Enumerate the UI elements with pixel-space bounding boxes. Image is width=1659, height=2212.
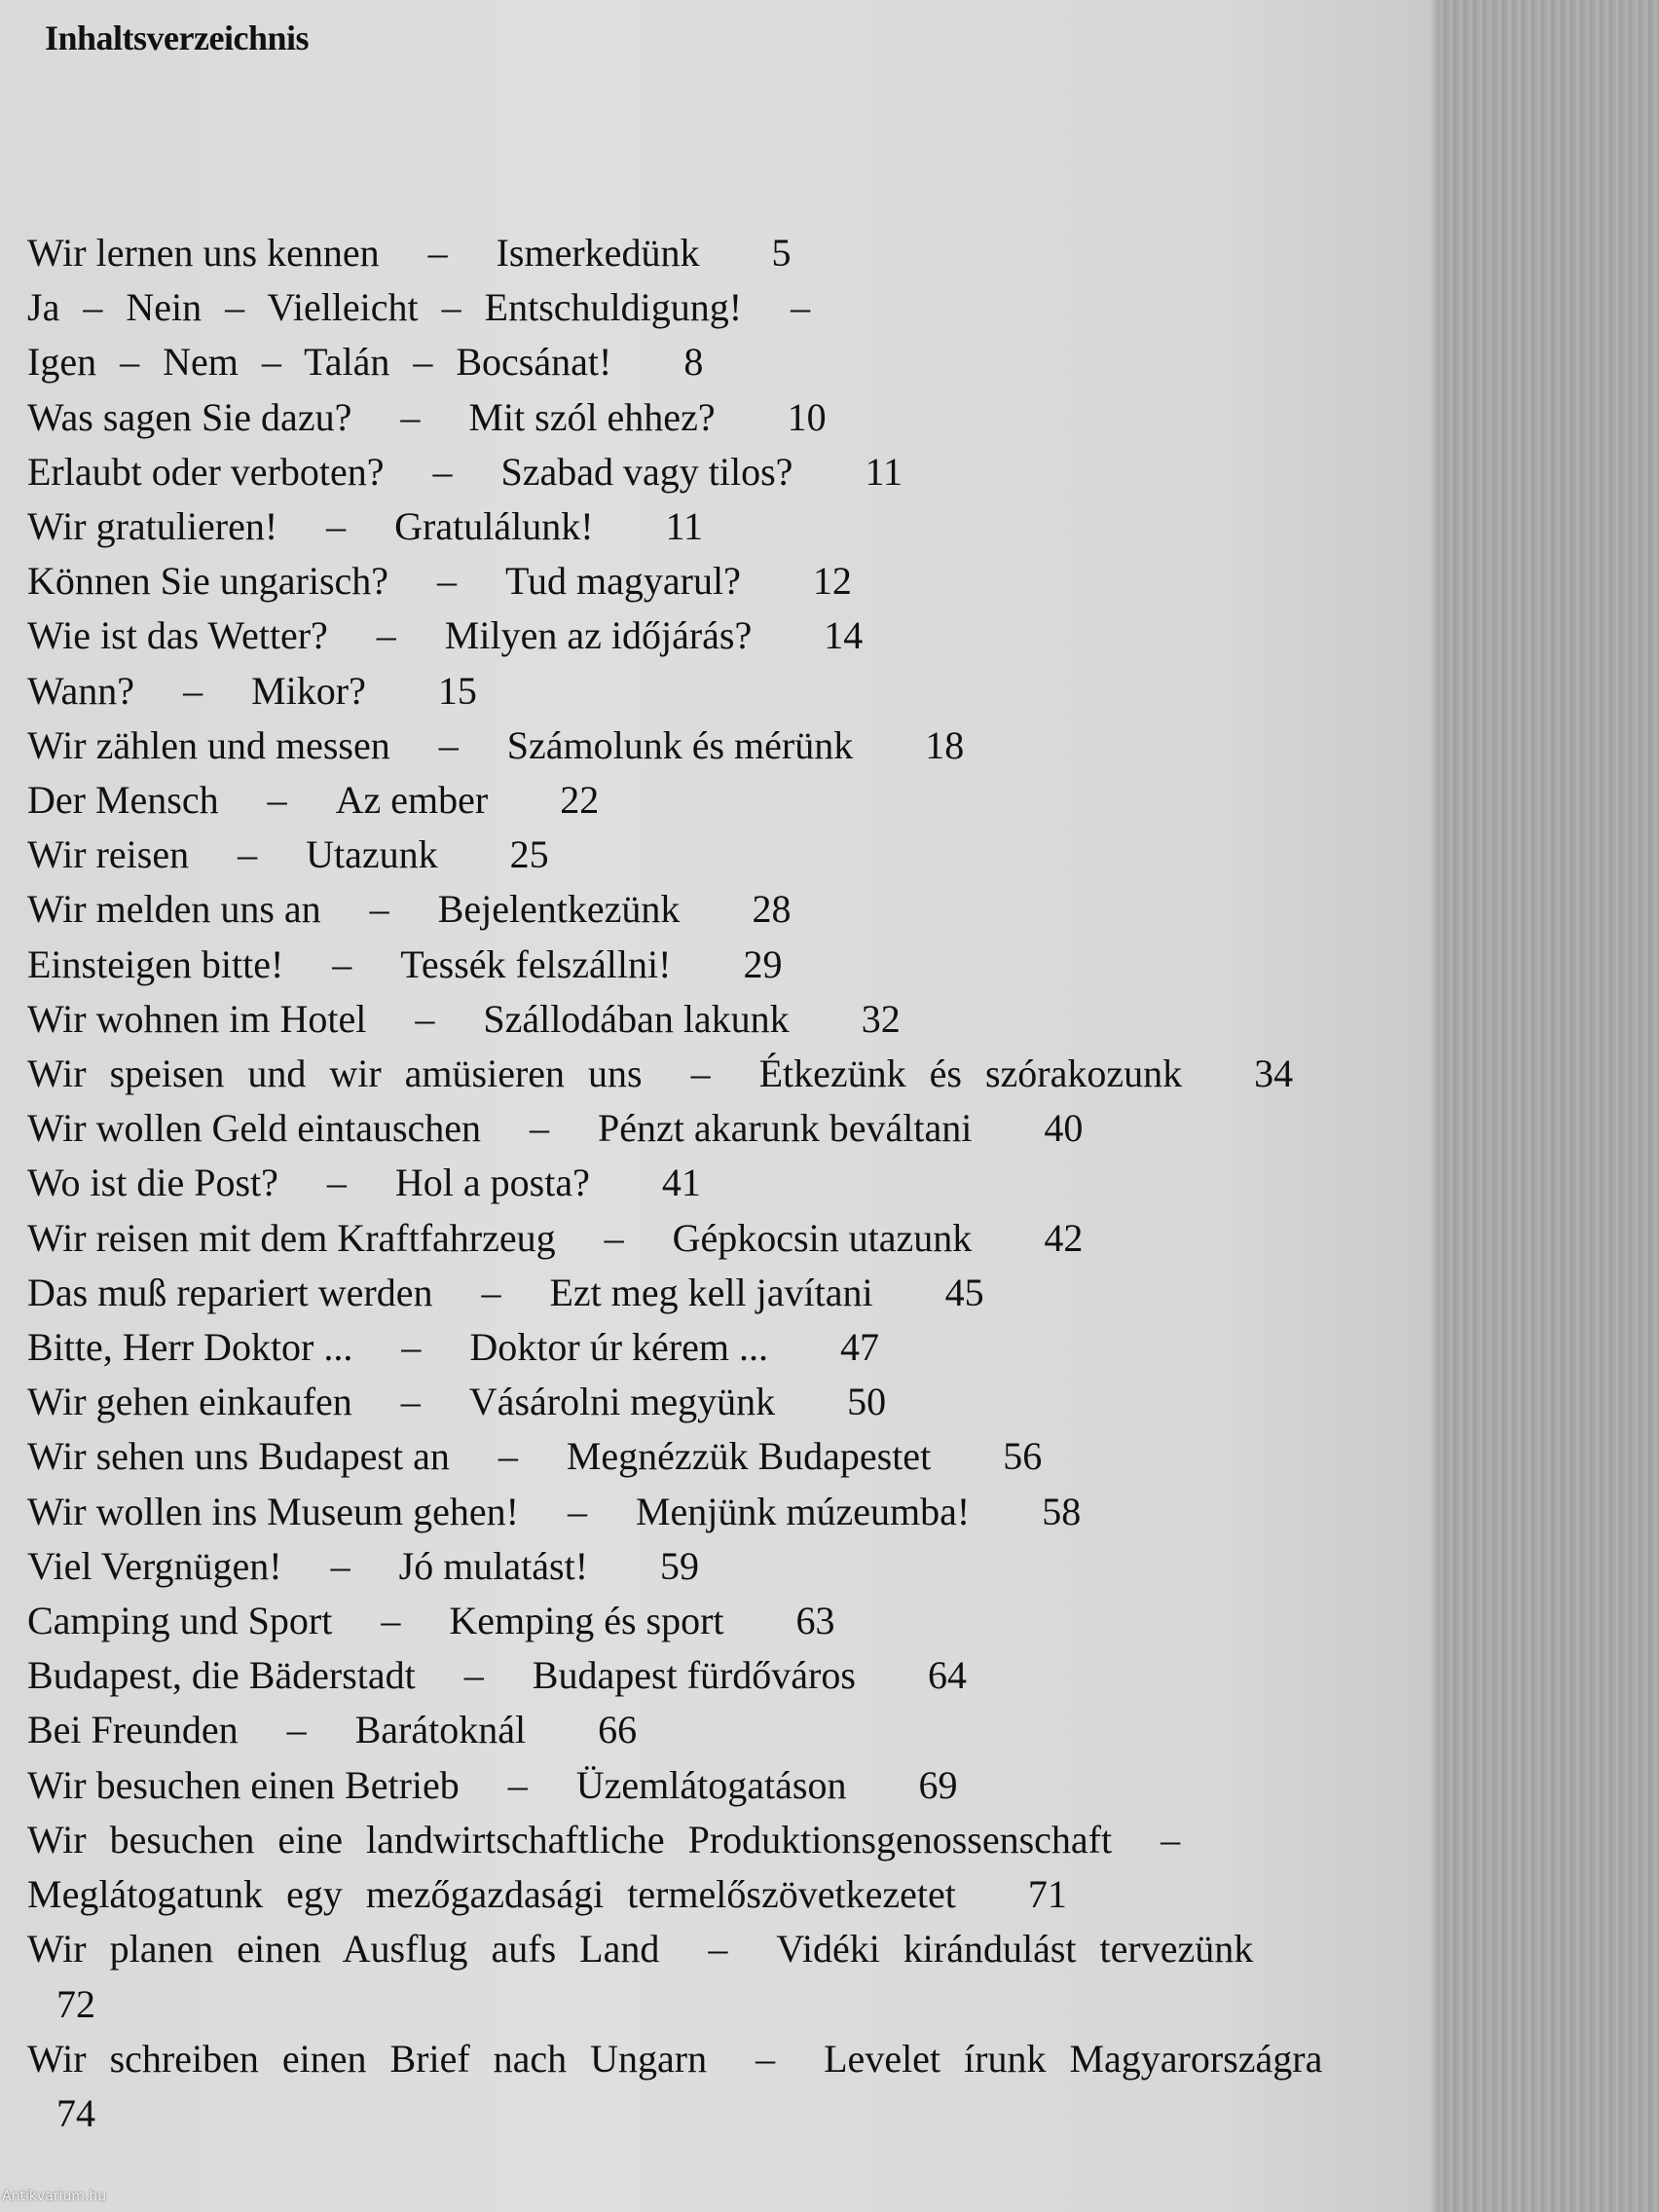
entry-separator: –	[267, 778, 287, 823]
entry-separator: –	[1161, 1817, 1181, 1862]
entry-hungarian-title: Budapest fürdőváros	[532, 1653, 856, 1698]
toc-entry	[27, 1101, 1361, 1156]
toc-entry	[27, 226, 1361, 280]
entry-page-number: 8	[683, 340, 704, 385]
entry-german-title: Viel Vergnügen!	[27, 1543, 282, 1588]
entry-page-number: 64	[927, 1653, 967, 1698]
entry-german-title: Wo ist die Post?	[27, 1161, 278, 1205]
entry-hungarian-title: Szabad vagy tilos?	[500, 449, 793, 494]
toc-entry	[27, 554, 1361, 608]
toc-entry	[27, 938, 1361, 992]
toc-entry	[27, 1266, 1361, 1320]
entry-page-number: 12	[812, 559, 852, 604]
entry-hungarian-title: Doktor úr kérem ...	[469, 1325, 768, 1370]
entry-page-number: 28	[752, 887, 792, 932]
entry-german-title: Bitte, Herr Doktor ...	[27, 1325, 353, 1370]
toc-entry	[27, 828, 1361, 882]
entry-german-title: Erlaubt oder verboten?	[27, 449, 385, 494]
entry-separator: –	[432, 449, 453, 494]
entry-german-title: Wir planen einen Ausflug aufs Land	[27, 1927, 660, 1972]
entry-page-number: 72	[56, 1981, 95, 2026]
entry-hungarian-title: Bejelentkezünk	[437, 887, 681, 932]
entry-page-number: 58	[1042, 1489, 1082, 1533]
toc-entry	[27, 664, 1361, 719]
toc-entry	[27, 445, 1361, 499]
toc-entry	[27, 719, 1361, 773]
entry-german-title: Wir besuchen einen Betrieb	[27, 1762, 460, 1807]
entry-separator: –	[326, 504, 347, 549]
entry-hungarian-title: Ismerkedünk	[496, 231, 700, 275]
entry-german-title: Das muß repariert werden	[27, 1270, 433, 1314]
toc-entry	[27, 1485, 1361, 1539]
entry-german-title: Wir melden uns an	[27, 887, 321, 932]
entry-hungarian-title: Tud magyarul?	[505, 559, 741, 604]
toc-entry	[27, 1429, 1361, 1484]
entry-separator: –	[530, 1106, 550, 1151]
toc-entry	[27, 2032, 1361, 2141]
entry-german-title: Wir wollen Geld eintauschen	[27, 1106, 482, 1151]
toc-entry	[27, 773, 1361, 828]
entry-german-title: Budapest, die Bäderstadt	[27, 1653, 416, 1698]
entry-separator: –	[427, 231, 448, 275]
entry-german-title: Wir reisen	[27, 832, 190, 877]
entry-hungarian-title: Kemping és sport	[449, 1599, 724, 1643]
entry-page-number: 40	[1044, 1106, 1084, 1151]
entry-separator: –	[756, 2036, 776, 2081]
entry-hungarian-title: Üzemlátogatáson	[575, 1762, 847, 1807]
entry-separator: –	[507, 1762, 528, 1807]
entry-hungarian-title: Étkezünk és szórakozunk	[758, 1051, 1183, 1096]
entry-german-title: Was sagen Sie dazu?	[27, 394, 352, 439]
entry-separator: –	[498, 1434, 518, 1479]
entry-german-title: Wann?	[27, 668, 135, 713]
entry-hungarian-title: Vásárolni megyünk	[468, 1380, 776, 1424]
entry-separator: –	[286, 1708, 307, 1752]
entry-page-number: 18	[925, 722, 965, 767]
entry-german-title: Wir zählen und messen	[27, 722, 390, 767]
entry-separator: –	[415, 996, 435, 1041]
entry-separator: –	[400, 394, 421, 439]
entry-hungarian-title: Számolunk és mérünk	[506, 722, 854, 767]
table-of-contents	[27, 226, 1361, 2141]
entry-page-number: 14	[824, 613, 864, 658]
toc-entry	[27, 1539, 1361, 1594]
entry-separator: –	[481, 1270, 501, 1314]
entry-hungarian-title: Hol a posta?	[394, 1161, 590, 1205]
entry-german-title: Wir schreiben einen Brief nach Ungarn	[27, 2036, 708, 2081]
entry-hungarian-title: Gratulálunk!	[394, 504, 594, 549]
entry-hungarian-title: Gépkocsin utazunk	[672, 1215, 973, 1260]
entry-german-title: Wir speisen und wir amüsieren uns	[27, 1051, 643, 1096]
entry-separator: –	[381, 1599, 401, 1643]
toc-entry	[27, 1648, 1361, 1703]
entry-hungarian-title: Barátoknál	[354, 1708, 527, 1752]
entry-separator: –	[463, 1653, 484, 1698]
entry-hungarian-title: Meglátogatunk egy mezőgazdasági termelőszövetkezetet	[27, 1872, 956, 1917]
entry-page-number: 42	[1044, 1215, 1084, 1260]
entry-page-number: 11	[665, 504, 704, 549]
entry-german-title: Ja – Nein – Vielleicht – Entschuldigung!	[27, 285, 743, 330]
entry-page-number: 11	[865, 449, 903, 494]
entry-separator: –	[238, 832, 258, 877]
entry-hungarian-title: Vidéki kirándulást tervezünk	[776, 1927, 1254, 1972]
entry-separator: –	[438, 722, 459, 767]
entry-page-number: 5	[771, 231, 792, 275]
entry-hungarian-title: Levelet írunk Magyarországra	[824, 2036, 1323, 2081]
entry-german-title: Wir wollen ins Museum gehen!	[27, 1489, 519, 1533]
entry-page-number: 69	[918, 1762, 958, 1807]
entry-hungarian-title: Menjünk múzeumba!	[635, 1489, 971, 1533]
entry-separator: –	[791, 285, 811, 330]
entry-separator: –	[401, 1325, 422, 1370]
entry-separator: –	[326, 1161, 347, 1205]
toc-entry	[27, 1375, 1361, 1429]
entry-page-number: 25	[509, 832, 549, 877]
toc-entry	[27, 280, 1361, 389]
book-spine	[1439, 0, 1659, 2212]
entry-hungarian-title: Szállodában lakunk	[483, 996, 790, 1041]
toc-entry	[27, 1156, 1361, 1210]
entry-separator: –	[604, 1215, 624, 1260]
entry-separator: –	[183, 668, 203, 713]
entry-german-title: Wir lernen uns kennen	[27, 231, 380, 275]
entry-page-number: 74	[56, 2090, 95, 2135]
entry-hungarian-title: Jó mulatást!	[398, 1543, 589, 1588]
toc-entry	[27, 1922, 1361, 2031]
entry-german-title: Wie ist das Wetter?	[27, 613, 328, 658]
toc-entry	[27, 1594, 1361, 1648]
entry-page-number: 10	[787, 394, 827, 439]
entry-hungarian-title: Mikor?	[251, 668, 366, 713]
toc-entry	[27, 1703, 1361, 1757]
entry-german-title: Camping und Sport	[27, 1599, 333, 1643]
entry-hungarian-title: Utazunk	[306, 832, 438, 877]
entry-separator: –	[330, 1543, 350, 1588]
toc-entry	[27, 1211, 1361, 1266]
toc-entry	[27, 882, 1361, 937]
entry-page-number: 56	[1003, 1434, 1043, 1479]
page-heading: Inhaltsverzeichnis	[45, 18, 310, 57]
entry-page-number: 63	[795, 1599, 835, 1643]
entry-page-number: 41	[661, 1161, 701, 1205]
entry-hungarian-title: Ezt meg kell javítani	[549, 1270, 873, 1314]
entry-hungarian-title: Tessék felszállni!	[400, 941, 672, 986]
entry-page-number: 59	[660, 1543, 700, 1588]
entry-german-title: Wir besuchen eine landwirtschaftliche Produktionsgenossenschaft	[27, 1817, 1113, 1862]
entry-german-title: Wir sehen uns Budapest an	[27, 1434, 450, 1479]
entry-hungarian-title: Az ember	[335, 778, 489, 823]
entry-page-number: 50	[847, 1380, 887, 1424]
entry-hungarian-title: Milyen az időjárás?	[444, 613, 753, 658]
entry-german-title: Wir gratulieren!	[27, 504, 278, 549]
entry-separator: –	[708, 1927, 728, 1972]
entry-hungarian-title: Pénzt akarunk beváltani	[598, 1106, 973, 1151]
watermark-text: Antikvarium.hu	[2, 2189, 107, 2204]
entry-separator: –	[369, 887, 389, 932]
entry-german-title: Wir reisen mit dem Kraftfahrzeug	[27, 1215, 556, 1260]
entry-german-title: Wir wohnen im Hotel	[27, 996, 367, 1041]
toc-entry	[27, 608, 1361, 663]
toc-entry	[27, 992, 1361, 1047]
entry-hungarian-title: Igen – Nem – Talán – Bocsánat!	[27, 340, 612, 385]
entry-separator: –	[400, 1380, 421, 1424]
entry-page-number: 47	[839, 1325, 879, 1370]
toc-entry	[27, 499, 1361, 554]
toc-entry	[27, 1047, 1361, 1101]
entry-hungarian-title: Mit szól ehhez?	[468, 394, 716, 439]
entry-german-title: Einsteigen bitte!	[27, 941, 284, 986]
entry-page-number: 66	[598, 1708, 638, 1752]
entry-page-number: 22	[560, 778, 600, 823]
toc-entry	[27, 1758, 1361, 1813]
entry-separator: –	[690, 1051, 711, 1096]
entry-separator: –	[332, 941, 352, 986]
entry-page-number: 15	[437, 668, 477, 713]
entry-german-title: Wir gehen einkaufen	[27, 1380, 352, 1424]
toc-entry	[27, 1813, 1361, 1922]
entry-separator: –	[437, 559, 458, 604]
entry-german-title: Der Mensch	[27, 778, 219, 823]
entry-separator: –	[567, 1489, 587, 1533]
toc-entry	[27, 390, 1361, 445]
entry-page-number: 34	[1254, 1051, 1294, 1096]
entry-hungarian-title: Megnézzük Budapestet	[566, 1434, 932, 1479]
entry-page-number: 29	[743, 941, 783, 986]
entry-german-title: Können Sie ungarisch?	[27, 559, 389, 604]
entry-page-number: 45	[944, 1270, 984, 1314]
toc-entry	[27, 1320, 1361, 1375]
entry-page-number: 32	[861, 996, 901, 1041]
entry-page-number: 71	[1027, 1872, 1067, 1917]
entry-german-title: Bei Freunden	[27, 1708, 239, 1752]
entry-separator: –	[376, 613, 396, 658]
